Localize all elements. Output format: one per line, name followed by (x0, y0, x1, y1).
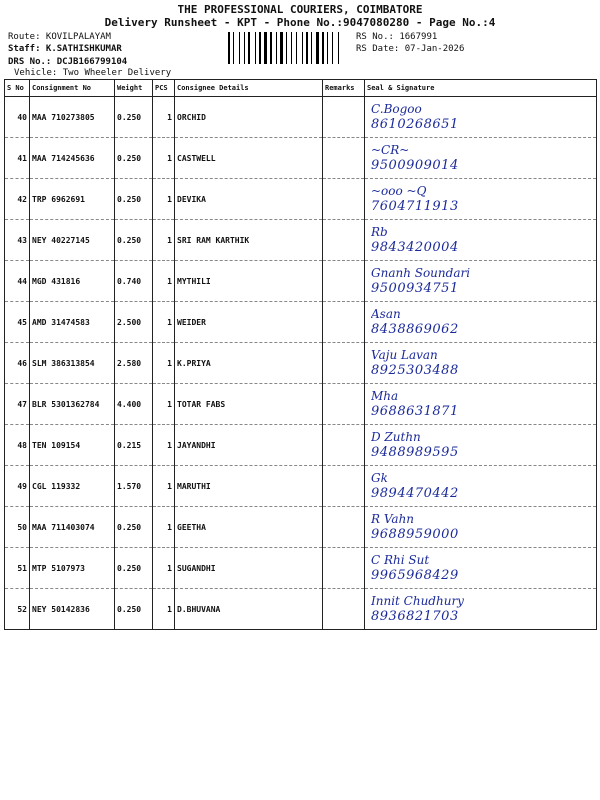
cell-signature (365, 97, 597, 138)
cell-signature (365, 425, 597, 466)
cell-consignment: TEN 109154 (30, 425, 115, 466)
cell-signature (365, 466, 597, 507)
cell-consignee: CASTWELL (175, 138, 323, 179)
cell-pcs: 1 (153, 507, 175, 548)
col-remarks: Remarks (323, 80, 365, 97)
signature-phone: 9894470442 (371, 486, 459, 501)
signature-scribble: C.Bogoo (371, 102, 422, 116)
cell-pcs: 1 (153, 548, 175, 589)
signature-scribble: ~CR~ (371, 143, 410, 157)
cell-consignment: NEY 40227145 (30, 220, 115, 261)
cell-consignee: GEETHA (175, 507, 323, 548)
cell-sno: 45 (5, 302, 30, 343)
handwritten-signature (371, 429, 594, 461)
drs-label: DRS No.: DCJB166799104 (8, 57, 128, 67)
signature-phone: 9843420004 (371, 240, 459, 255)
cell-pcs: 1 (153, 343, 175, 384)
handwritten-signature (371, 265, 594, 297)
signature-scribble: ~ooo ~Q (371, 184, 427, 198)
table-row (5, 589, 597, 630)
cell-consignment: MGD 431816 (30, 261, 115, 302)
runsheet-table (4, 79, 597, 630)
vehicle-label: Vehicle: Two Wheeler Delivery (14, 68, 172, 78)
cell-weight: 0.250 (115, 589, 153, 630)
cell-consignee: ORCHID (175, 97, 323, 138)
signature-scribble: C Rhi Sut (371, 553, 430, 567)
signature-scribble: Gk (371, 471, 388, 485)
cell-signature (365, 548, 597, 589)
cell-remarks (323, 220, 365, 261)
cell-pcs: 1 (153, 261, 175, 302)
cell-pcs: 1 (153, 138, 175, 179)
cell-pcs: 1 (153, 425, 175, 466)
cell-sno: 41 (5, 138, 30, 179)
cell-remarks (323, 302, 365, 343)
cell-weight: 0.250 (115, 507, 153, 548)
handwritten-signature (371, 347, 594, 379)
col-consignment: Consignment No (30, 80, 115, 97)
cell-pcs: 1 (153, 589, 175, 630)
handwritten-signature (371, 593, 594, 625)
route-label: Route: KOVILPALAYAM (8, 32, 111, 42)
signature-scribble: Gnanh Soundari (371, 266, 471, 280)
cell-remarks (323, 179, 365, 220)
cell-consignee: D.BHUVANA (175, 589, 323, 630)
cell-sno: 44 (5, 261, 30, 302)
cell-signature (365, 220, 597, 261)
table-row (5, 138, 597, 179)
cell-remarks (323, 548, 365, 589)
cell-pcs: 1 (153, 466, 175, 507)
table-header-row (5, 80, 597, 97)
cell-consignee: DEVIKA (175, 179, 323, 220)
table-row (5, 179, 597, 220)
signature-phone: 8438869062 (371, 322, 459, 337)
handwritten-signature (371, 306, 594, 338)
cell-signature (365, 507, 597, 548)
table-row (5, 425, 597, 466)
cell-consignee: TOTAR FABS (175, 384, 323, 425)
cell-sno: 50 (5, 507, 30, 548)
handwritten-signature (371, 224, 594, 256)
cell-consignee: SUGANDHI (175, 548, 323, 589)
signature-scribble: D Zuthn (371, 430, 421, 444)
cell-weight: 2.580 (115, 343, 153, 384)
cell-sno: 52 (5, 589, 30, 630)
table-row (5, 384, 597, 425)
table-row (5, 261, 597, 302)
table-row (5, 220, 597, 261)
signature-phone: 9688631871 (371, 404, 459, 419)
cell-consignment: TRP 6962691 (30, 179, 115, 220)
col-consignee: Consignee Details (175, 80, 323, 97)
handwritten-signature (371, 511, 594, 543)
signature-phone: 8936821703 (371, 609, 459, 624)
cell-remarks (323, 97, 365, 138)
table-row (5, 466, 597, 507)
barcode (228, 32, 353, 64)
col-seal: Seal & Signature (365, 80, 597, 97)
signature-phone: 8925303488 (371, 363, 459, 378)
cell-consignment: BLR 5301362784 (30, 384, 115, 425)
signature-phone: 9500909014 (371, 158, 459, 173)
cell-remarks (323, 425, 365, 466)
cell-sno: 42 (5, 179, 30, 220)
cell-consignment: MAA 711403074 (30, 507, 115, 548)
table-row (5, 97, 597, 138)
cell-sno: 47 (5, 384, 30, 425)
table-row (5, 507, 597, 548)
signature-phone: 9488989595 (371, 445, 459, 460)
cell-signature (365, 384, 597, 425)
cell-weight: 0.215 (115, 425, 153, 466)
cell-consignee: MYTHILI (175, 261, 323, 302)
cell-weight: 0.250 (115, 179, 153, 220)
cell-pcs: 1 (153, 302, 175, 343)
cell-pcs: 1 (153, 220, 175, 261)
cell-pcs: 1 (153, 97, 175, 138)
cell-consignment: AMD 31474583 (30, 302, 115, 343)
cell-weight: 0.740 (115, 261, 153, 302)
cell-weight: 2.500 (115, 302, 153, 343)
staff-label: Staff: K.SATHISHKUMAR (8, 44, 122, 54)
signature-scribble: R Vahn (371, 512, 415, 526)
cell-sno: 51 (5, 548, 30, 589)
handwritten-signature (371, 101, 594, 133)
cell-consignee: MARUTHI (175, 466, 323, 507)
cell-consignment: MAA 710273805 (30, 97, 115, 138)
cell-remarks (323, 261, 365, 302)
signature-phone: 9688959000 (371, 527, 459, 542)
cell-consignee: WEIDER (175, 302, 323, 343)
cell-consignment: MTP 5107973 (30, 548, 115, 589)
rs-date: RS Date: 07-Jan-2026 (356, 44, 465, 54)
cell-weight: 0.250 (115, 220, 153, 261)
table-row (5, 302, 597, 343)
signature-phone: 8610268651 (371, 117, 459, 132)
cell-consignment: NEY 50142836 (30, 589, 115, 630)
handwritten-signature (371, 142, 594, 174)
handwritten-signature (371, 470, 594, 502)
cell-weight: 1.570 (115, 466, 153, 507)
table-row (5, 548, 597, 589)
col-sno: S No (5, 80, 30, 97)
rs-number: RS No.: 1667991 (356, 32, 438, 42)
company-title: THE PROFESSIONAL COURIERS, COIMBATORE (177, 3, 423, 16)
col-weight: Weight (115, 80, 153, 97)
col-pcs: PCS (153, 80, 175, 97)
signature-phone: 9965968429 (371, 568, 459, 583)
cell-signature (365, 589, 597, 630)
signature-scribble: Innit Chudhury (371, 594, 464, 608)
cell-signature (365, 302, 597, 343)
signature-phone: 9500934751 (371, 281, 459, 296)
cell-consignment: CGL 119332 (30, 466, 115, 507)
cell-remarks (323, 343, 365, 384)
signature-phone: 7604711913 (371, 199, 459, 214)
cell-signature (365, 138, 597, 179)
cell-pcs: 1 (153, 179, 175, 220)
signature-scribble: Vaju Lavan (371, 348, 438, 362)
cell-consignee: SRI RAM KARTHIK (175, 220, 323, 261)
cell-weight: 4.400 (115, 384, 153, 425)
handwritten-signature (371, 388, 594, 420)
cell-remarks (323, 507, 365, 548)
cell-remarks (323, 466, 365, 507)
cell-sno: 49 (5, 466, 30, 507)
table-row (5, 343, 597, 384)
cell-consignee: K.PRIYA (175, 343, 323, 384)
cell-remarks (323, 138, 365, 179)
cell-pcs: 1 (153, 384, 175, 425)
cell-consignee: JAYANDHI (175, 425, 323, 466)
cell-consignment: SLM 386313854 (30, 343, 115, 384)
cell-signature (365, 343, 597, 384)
cell-weight: 0.250 (115, 97, 153, 138)
cell-remarks (323, 589, 365, 630)
cell-signature (365, 179, 597, 220)
cell-weight: 0.250 (115, 138, 153, 179)
handwritten-signature (371, 552, 594, 584)
cell-weight: 0.250 (115, 548, 153, 589)
handwritten-signature (371, 183, 594, 215)
cell-consignment: MAA 714245636 (30, 138, 115, 179)
cell-sno: 48 (5, 425, 30, 466)
signature-scribble: Asan (371, 307, 401, 321)
cell-remarks (323, 384, 365, 425)
cell-sno: 40 (5, 97, 30, 138)
signature-scribble: Rb (371, 225, 388, 239)
runsheet-subtitle: Delivery Runsheet - KPT - Phone No.:9047080280 - Page No.:4 (104, 16, 496, 29)
cell-sno: 46 (5, 343, 30, 384)
cell-signature (365, 261, 597, 302)
signature-scribble: Mha (371, 389, 399, 403)
cell-sno: 43 (5, 220, 30, 261)
